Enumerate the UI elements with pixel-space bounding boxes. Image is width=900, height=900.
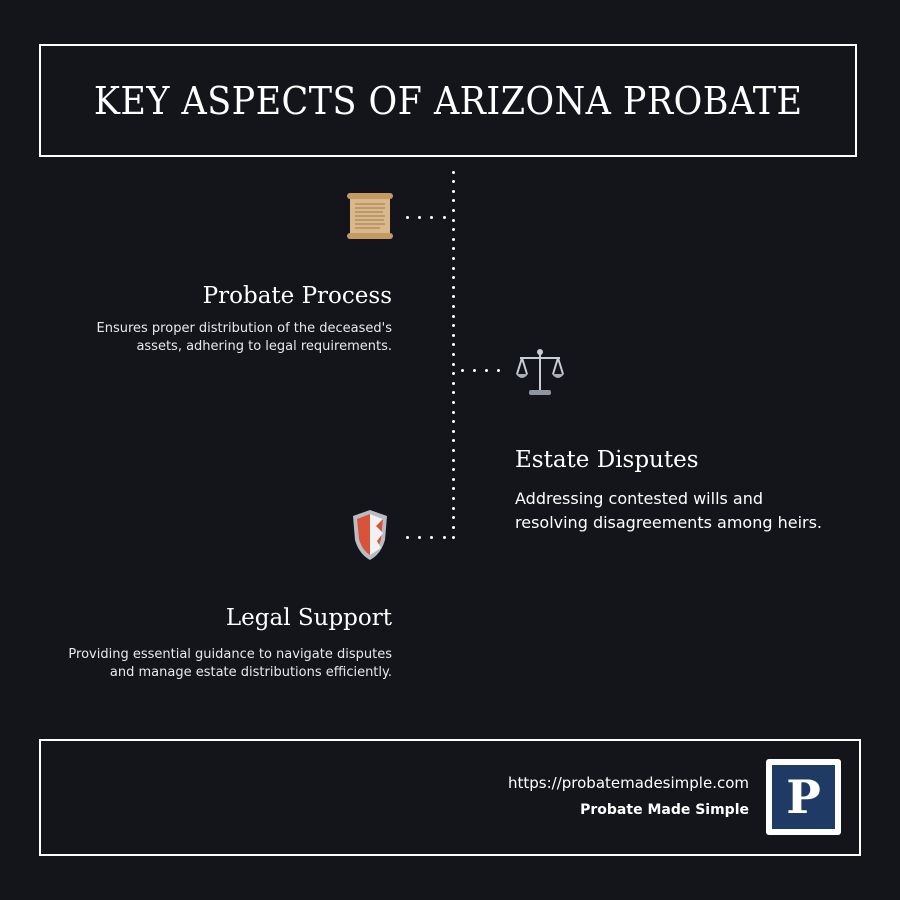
dot [430,536,433,539]
description-line: resolving disagreements among heirs. [515,513,823,532]
dot [452,219,455,222]
scroll-icon [344,190,396,242]
dot [452,507,455,510]
description-estate-disputes [515,487,822,535]
dot [452,449,455,452]
brand-logo [766,759,841,835]
description-line: Ensures proper distribution of the deceased's [96,321,392,336]
dot [473,369,476,372]
dot [452,363,455,366]
dot [452,468,455,471]
dot [418,536,421,539]
description-line: Addressing contested wills and [515,489,764,508]
dot [452,305,455,308]
dot [452,276,455,279]
dot [497,369,500,372]
brand-name: Probate Made Simple [580,802,749,818]
dot [452,228,455,231]
description-line: and manage estate distributions efficiently. [109,665,392,680]
dot [406,536,409,539]
dot [452,171,455,174]
dot [418,216,421,219]
dot [452,459,455,462]
dot [452,324,455,327]
dot [452,526,455,529]
description-probate-process [97,320,393,356]
dot [430,216,433,219]
dot [452,315,455,318]
dot [452,295,455,298]
heading-legal-support: Legal Support [225,605,392,631]
dot [485,369,488,372]
dot [452,439,455,442]
dot [443,536,446,539]
heading-probate-process: Probate Process [202,283,392,309]
dot [452,497,455,500]
dot [452,334,455,337]
scales-icon [513,346,567,400]
page-title: KEY ASPECTS OF ARIZONA PROBATE [93,78,803,123]
dot [452,382,455,385]
dot [452,199,455,202]
dot [452,430,455,433]
dot [452,487,455,490]
dot [452,238,455,241]
dot [452,267,455,270]
dot [452,209,455,212]
dot [452,420,455,423]
description-line: assets, adhering to legal requirements. [136,339,392,354]
dot [452,247,455,250]
dot [452,536,455,539]
dot [452,257,455,260]
heading-estate-disputes: Estate Disputes [515,447,699,473]
title-box [39,44,857,157]
dot [452,372,455,375]
dot [452,391,455,394]
dot [452,411,455,414]
shield-icon [350,508,390,562]
dot [452,286,455,289]
description-line: Providing essential guidance to navigate disputes [68,647,392,662]
dot [452,180,455,183]
dot [406,216,409,219]
dot [452,190,455,193]
description-legal-support [68,646,392,682]
website-link[interactable]: https://probatemadesimple.com [508,774,749,792]
dot [461,369,464,372]
dot [452,478,455,481]
logo-letter: P [772,765,835,829]
dot [443,216,446,219]
dot [452,401,455,404]
dot [452,516,455,519]
dot [452,353,455,356]
dot [452,343,455,346]
footer [39,739,861,856]
